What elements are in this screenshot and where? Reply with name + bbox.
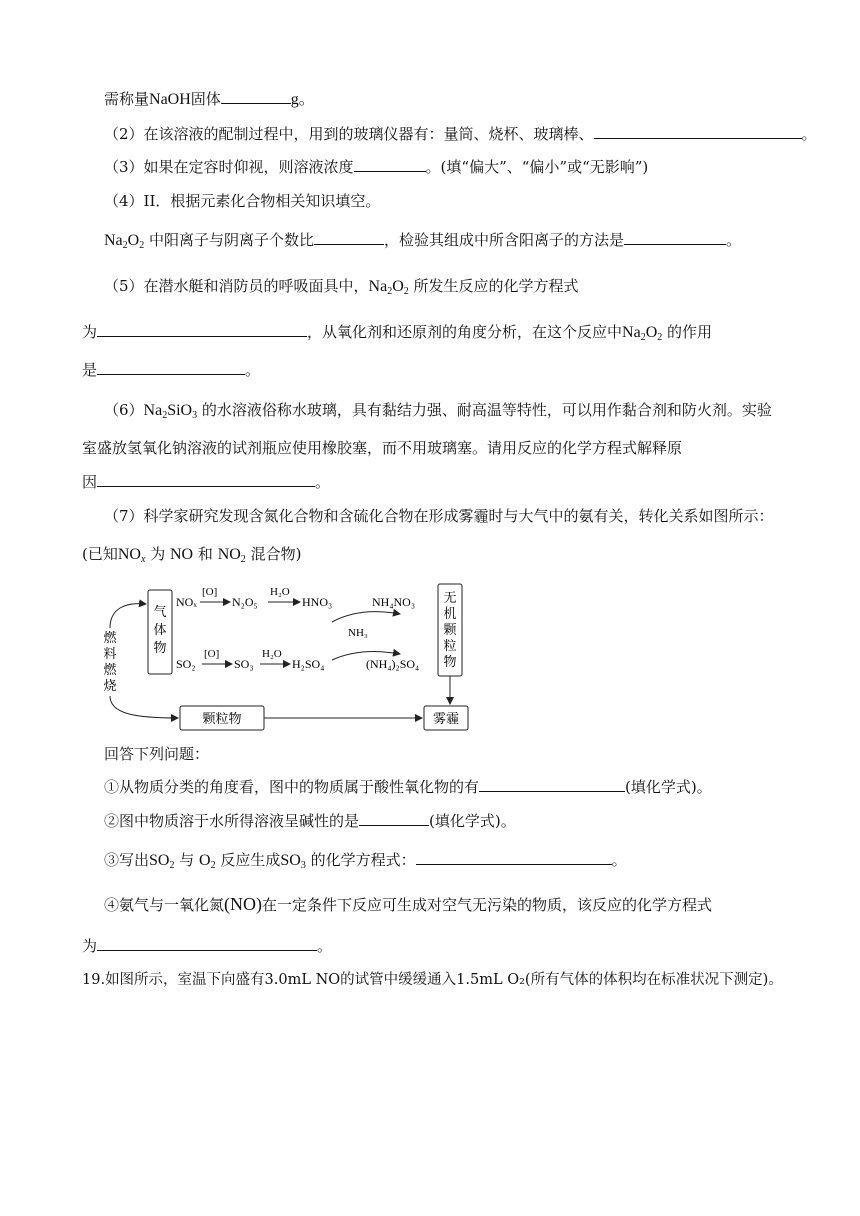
formula-so2: $SO_2$: [149, 852, 175, 871]
question-19: 19.如图所示，室温下向盛有3.0mL NO的试管中缓缓通入1.5mL O₂(所有气体的体积均在标准状况下测定)。: [82, 972, 783, 988]
particles-label: 颗粒物: [202, 711, 242, 726]
q18-part5-line3: 是 。: [82, 361, 261, 379]
q18-part5-line2: 为 ，从氧化剂和还原剂的角度分析，在这个反应中$Na_2O_2$ 的作用: [82, 323, 713, 343]
species-nox: NOₓ: [176, 595, 197, 609]
formula-no2: $NO_2$: [217, 546, 246, 565]
inorg-char: 粒: [443, 638, 457, 653]
q18-part7-note: (已知$NO_x$ 为 NO 和 $NO_2$ 混合物): [82, 545, 302, 565]
q18-part7: （7）科学家研究发现含氮化合物和含硫化合物在形成雾霾时与大气中的氨有关，转化关系如图所示：: [104, 507, 774, 525]
formula-nox: $NO_x$: [117, 546, 146, 565]
q18-sub2: ②图中物质溶于水所得溶液呈碱性的是 (填化学式)。: [104, 812, 516, 830]
answer-prompt: 回答下列问题：: [104, 745, 210, 763]
fuel-char: 料: [103, 646, 117, 661]
q18-part6-line2: 室盛放氢氧化钠溶液的试剂瓶应使用橡胶塞，而不用玻璃塞。请用反应的化学方程式解释原: [82, 439, 683, 457]
answer-blank[interactable]: [314, 230, 384, 245]
gas-char: 物: [153, 640, 167, 655]
q18-sub4: ④氨气与一氧化氮(NO)在一定条件下反应可生成对空气无污染的物质，该反应的化学方程式: [104, 894, 713, 914]
fuel-char: 烧: [103, 678, 117, 693]
formula-na2o2: $Na_2O_2$: [622, 324, 663, 343]
q18-sub4-line2: 为 。: [82, 937, 333, 955]
answer-blank[interactable]: [624, 230, 726, 245]
arrow-nh3-top: [332, 612, 400, 622]
q18-part4: （4）II．根据元素化合物相关知识填空。: [104, 192, 381, 210]
answer-blank[interactable]: [97, 322, 307, 337]
reagent-nh3: NH₃: [348, 627, 368, 639]
answer-blank[interactable]: [594, 124, 802, 139]
species-nh4-2so4: (NH₄)₂SO₄: [366, 657, 420, 671]
fuel-char: 燃: [103, 630, 117, 645]
q18-part5: （5）在潜水艇和消防员的呼吸面具中，$Na_2O_2$ 所发生反应的化学方程式: [104, 277, 579, 297]
gas-char: 体: [153, 622, 167, 637]
formula-na2o2: $Na_2O_2$: [104, 232, 145, 251]
q18-part2: （2）在该溶液的配制过程中，用到的玻璃仪器有：量筒、烧杯、玻璃棒、 。: [104, 125, 817, 143]
inorg-char: 物: [443, 654, 457, 669]
formula-na2o2: $Na_2O_2$: [368, 278, 409, 297]
answer-blank[interactable]: [97, 936, 317, 951]
arrow-fuel-to-gas: [110, 604, 146, 628]
q18-part6: $(6)Na_2SiO_3$ 的水溶液俗称水玻璃，具有黏结力强、耐高温等特性，可以用作黏合剂和防火剂。实验: [104, 401, 772, 421]
inorg-char: 无: [443, 590, 457, 605]
formula-na2sio3: $Na_2SiO_3$: [143, 402, 198, 421]
answer-blank[interactable]: [221, 89, 291, 104]
species-nh4no3: NH₄NO₃: [372, 595, 416, 609]
formula-o2: $O_2$: [199, 852, 216, 871]
q18-line1: 需称量NaOH固体 g。: [104, 90, 315, 108]
species-so2: SO₂: [176, 657, 196, 671]
species-n2o5: N₂O₅: [232, 595, 258, 609]
reagent-h2o2: H₂O: [262, 648, 282, 660]
formula-so3: $SO_3$: [280, 852, 306, 871]
haze-label: 雾霾: [432, 711, 460, 726]
q18-sub1: ①从物质分类的角度看，图中的物质属于酸性氧化物的有 (填化学式)。: [104, 778, 712, 796]
answer-blank[interactable]: [354, 157, 426, 172]
answer-blank[interactable]: [97, 472, 315, 487]
inorg-char: 颗: [443, 622, 457, 637]
arrow-fuel-to-particles: [110, 696, 178, 718]
answer-blank[interactable]: [416, 850, 612, 865]
q18-sub3: ③写出$SO_2$ 与 $O_2$ 反应生成$SO_3$ 的化学方程式： 。: [104, 851, 627, 871]
gas-char: 气: [153, 604, 167, 619]
conversion-diagram: [96, 578, 486, 736]
species-hno3: HNO₃: [302, 595, 333, 609]
species-h2so4: H₂SO₄: [292, 657, 325, 671]
answer-blank[interactable]: [479, 777, 625, 792]
answer-blank[interactable]: [359, 811, 429, 826]
q18-part4-question: $Na_2O_2$ 中阳离子与阴离子个数比 ，检验其组成中所含阳离子的方法是 。: [104, 231, 742, 251]
q18-part6-line3: 因 。: [82, 473, 331, 491]
answer-blank[interactable]: [97, 360, 245, 375]
reagent-h2o1: H₂O: [270, 586, 290, 598]
reagent-o2: [O]: [204, 648, 220, 660]
q18-part3: （3）如果在定容时仰视，则溶液浓度 。(填“偏大”、“偏小”或“无影响”): [104, 158, 649, 176]
reagent-o1: [O]: [202, 586, 218, 598]
species-so3: SO₃: [234, 657, 254, 671]
inorg-char: 机: [443, 606, 457, 621]
fuel-char: 燃: [103, 662, 117, 677]
